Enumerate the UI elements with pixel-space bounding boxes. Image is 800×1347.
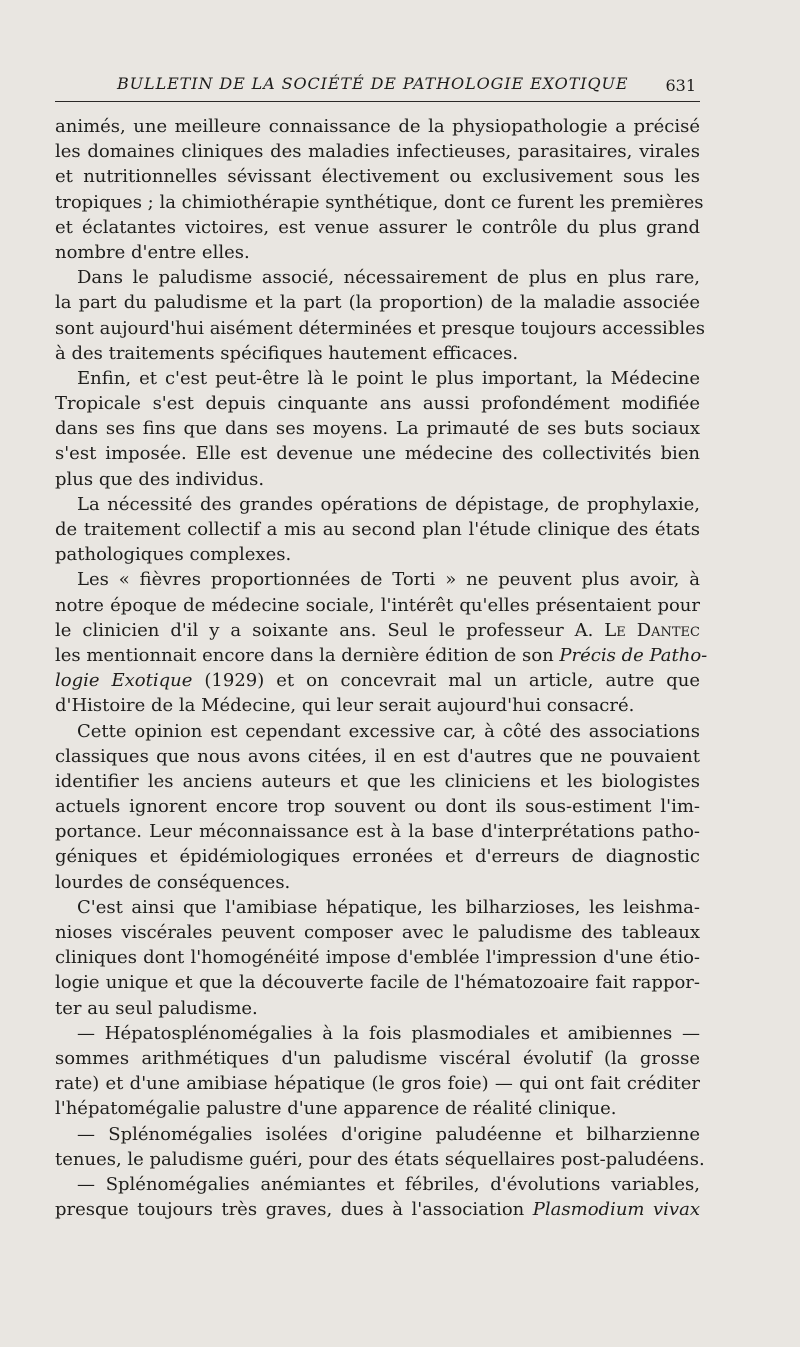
text-line	[55, 668, 700, 693]
text-line	[55, 1096, 700, 1121]
text-run: tenues, le paludisme guéri, pour des états séquellaires post-paludéens.	[55, 1148, 705, 1170]
text-run: tropiques ; la chimiothérapie synthétique, dont ce furent les premières	[55, 191, 704, 213]
text-line	[55, 844, 700, 869]
text-line	[55, 467, 700, 492]
text-line	[55, 215, 700, 240]
text-line	[55, 945, 700, 970]
text-run: La nécessité des grandes opérations de dépistage, de prophylaxie,	[77, 493, 700, 515]
text-line	[55, 290, 700, 315]
text-run: les domaines cliniques des maladies infectieuses, parasitaires, virales	[55, 141, 700, 163]
italic-text: Précis de Patho-	[559, 644, 708, 666]
text-run: rate) et d'une amibiase hépatique (le gros foie) — qui ont fait créditer	[55, 1073, 700, 1095]
text-line	[55, 618, 700, 643]
text-line	[55, 996, 700, 1021]
text-run: ter au seul paludisme.	[55, 997, 258, 1019]
text-run: presque toujours très graves, dues à l'association	[55, 1199, 533, 1221]
text-run: (1929) et on concevrait mal un article, autre que	[192, 670, 701, 692]
text-line	[55, 769, 700, 794]
text-run: C'est ainsi que l'amibiase hépatique, les bilharzioses, les leishma-	[77, 896, 700, 918]
text-run: les mentionnait encore dans la dernière édition de son	[55, 644, 560, 666]
text-line	[55, 1021, 700, 1046]
text-run: nombre d'entre elles.	[55, 241, 250, 263]
text-line	[55, 441, 700, 466]
text-line	[55, 1071, 700, 1096]
text-run: notre époque de médecine sociale, l'intérêt qu'elles présentaient pour	[55, 594, 700, 616]
text-line	[55, 719, 700, 744]
text-line	[55, 139, 700, 164]
text-run: d'Histoire de la Médecine, qui leur serait aujourd'hui consacré.	[55, 695, 635, 717]
text-line	[55, 870, 700, 895]
small-caps-text: Le Dantec	[604, 619, 700, 641]
text-run: et nutritionnelles sévissant électivement ou exclusivement sous les	[55, 166, 700, 188]
text-run: s'est imposée. Elle est devenue une médecine des collectivités bien	[55, 443, 700, 465]
text-line	[55, 316, 705, 341]
text-line	[55, 190, 704, 215]
text-line	[55, 1147, 705, 1172]
text-line	[55, 567, 700, 592]
italic-text: Plasmodium vivax	[532, 1199, 700, 1221]
running-title: BULLETIN DE LA SOCIÉTÉ DE PATHOLOGIE EXOTIQUE	[117, 74, 629, 93]
text-run: Cette opinion est cependant excessive car, à côté des associations	[77, 720, 700, 742]
text-run: sont aujourd'hui aisément déterminées et presque toujours accessibles	[55, 317, 705, 339]
text-run: — Splénomégalies anémiantes et fébriles, d'évolutions variables,	[77, 1173, 700, 1195]
text-line	[55, 366, 700, 391]
text-run: Tropicale s'est depuis cinquante ans aussi profondément modifiée	[55, 393, 700, 415]
text-line	[55, 341, 700, 366]
text-run: sommes arithmétiques d'un paludisme viscéral évolutif (la grosse	[55, 1047, 700, 1069]
text-run: logie unique et que la découverte facile de l'hématozoaire fait rappor-	[55, 972, 700, 994]
text-run: pathologiques complexes.	[55, 544, 292, 566]
page-number: 631	[665, 76, 696, 95]
text-run: le clinicien d'il y a soixante ans. Seul le professeur A.	[55, 619, 605, 641]
text-line	[55, 1122, 700, 1147]
text-line	[55, 643, 708, 668]
text-run: à des traitements spécifiques hautement efficaces.	[55, 342, 519, 364]
text-run: la part du paludisme et la part (la proportion) de la maladie associée	[55, 292, 700, 314]
text-run: classiques que nous avons citées, il en est d'autres que ne pouvaient	[55, 745, 700, 767]
italic-text: logie Exotique	[55, 670, 193, 692]
text-run: et éclatantes victoires, est venue assurer le contrôle du plus grand	[55, 216, 700, 238]
text-line	[55, 693, 700, 718]
text-run: l'hépatomégalie palustre d'une apparence de réalité clinique.	[55, 1098, 617, 1120]
text-run: Les « fièvres proportionnées de Torti » ne peuvent plus avoir, à	[77, 569, 700, 591]
text-run: — Splénomégalies isolées d'origine paludéenne et bilharzienne	[77, 1123, 700, 1145]
text-line	[55, 1197, 700, 1222]
text-run: — Hépatosplénomégalies à la fois plasmodiales et amibiennes —	[77, 1022, 700, 1044]
text-run: lourdes de conséquences.	[55, 871, 291, 893]
text-line	[55, 593, 700, 618]
text-line	[55, 1172, 700, 1197]
text-run: portance. Leur méconnaissance est à la base d'interprétations patho-	[55, 821, 700, 843]
text-line	[55, 164, 700, 189]
text-line	[55, 794, 700, 819]
text-line	[55, 265, 700, 290]
text-line	[55, 819, 700, 844]
text-line	[55, 240, 700, 265]
text-line	[55, 970, 700, 995]
text-line	[55, 391, 700, 416]
text-run: Dans le paludisme associé, nécessairement de plus en plus rare,	[77, 267, 700, 289]
text-line	[55, 542, 700, 567]
text-run: nioses viscérales peuvent composer avec le paludisme des tableaux	[55, 922, 700, 943]
text-line	[55, 895, 700, 920]
text-run: Enfin, et c'est peut-être là le point le plus important, la Médecine	[77, 367, 700, 389]
header-rule	[55, 101, 700, 102]
text-run: de traitement collectif a mis au second plan l'étude clinique des états	[55, 519, 700, 540]
text-line	[55, 492, 700, 517]
text-run: identifier les anciens auteurs et que les cliniciens et les biologistes	[55, 770, 700, 792]
text-run: plus que des individus.	[55, 468, 265, 490]
text-run: animés, une meilleure connaissance de la physiopathologie a précisé	[55, 116, 700, 137]
text-line	[55, 517, 700, 542]
text-run: cliniques dont l'homogénéité impose d'emblée l'impression d'une étio-	[55, 947, 700, 969]
text-line	[55, 920, 700, 945]
text-line	[55, 416, 700, 441]
text-line	[55, 1046, 700, 1071]
text-line	[55, 114, 700, 139]
page-header	[55, 74, 700, 98]
text-run: dans ses fins que dans ses moyens. La primauté de ses buts sociaux	[55, 418, 700, 440]
text-run: géniques et épidémiologiques erronées et d'erreurs de diagnostic	[55, 846, 700, 868]
text-line	[55, 744, 700, 769]
text-run: actuels ignorent encore trop souvent ou dont ils sous-estiment l'im-	[55, 796, 700, 818]
body-text	[55, 114, 708, 1222]
